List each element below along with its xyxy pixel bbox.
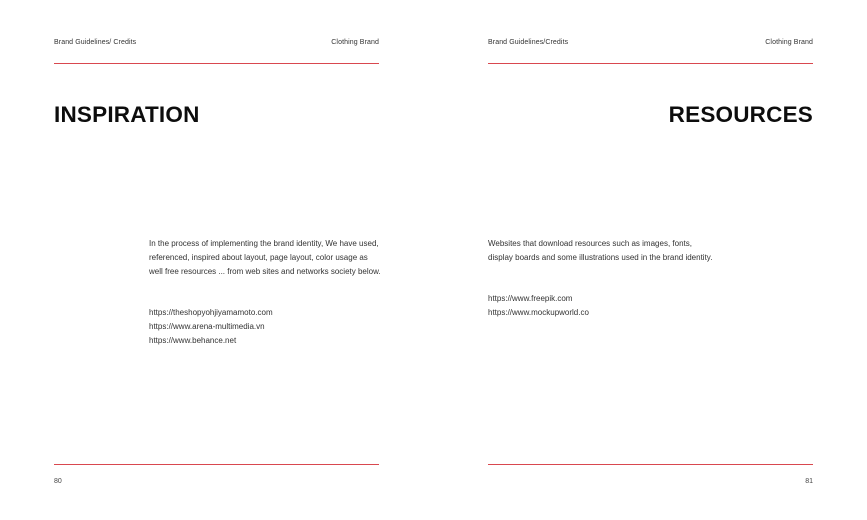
page-title: RESOURCES (668, 102, 813, 127)
header-section-label: Brand Guidelines/ Credits (54, 39, 137, 46)
header-section-label: Brand Guidelines/Credits (488, 39, 569, 46)
link-list (488, 292, 589, 320)
footer-divider (488, 464, 813, 465)
inspiration-link[interactable]: https://www.behance.net (149, 335, 237, 345)
body-paragraph: Websites that download resources such as images, fonts, display boards and some illustrations used in the brand identity. (488, 239, 713, 262)
header-divider (54, 63, 379, 64)
resource-link[interactable]: https://www.mockupworld.co (488, 307, 589, 317)
right-page (434, 0, 867, 520)
page-number: 81 (805, 478, 813, 485)
inspiration-link[interactable]: https://www.arena-multimedia.vn (149, 321, 265, 331)
header-divider (488, 63, 813, 64)
header-brand-label: Clothing Brand (331, 39, 379, 46)
page-number: 80 (54, 478, 62, 485)
body-paragraph: In the process of implementing the brand identity, We have used, referenced, inspired about layout, page layout, color usage as well free resources ... from web sites and networks society below. (149, 239, 381, 276)
link-list (149, 306, 273, 347)
left-page (0, 0, 433, 520)
inspiration-link[interactable]: https://theshopyohjiyamamoto.com (149, 308, 273, 317)
footer-divider (54, 464, 379, 465)
page-title: INSPIRATION (54, 102, 200, 127)
resource-link[interactable]: https://www.freepik.com (488, 294, 573, 303)
header-brand-label: Clothing Brand (765, 39, 813, 46)
